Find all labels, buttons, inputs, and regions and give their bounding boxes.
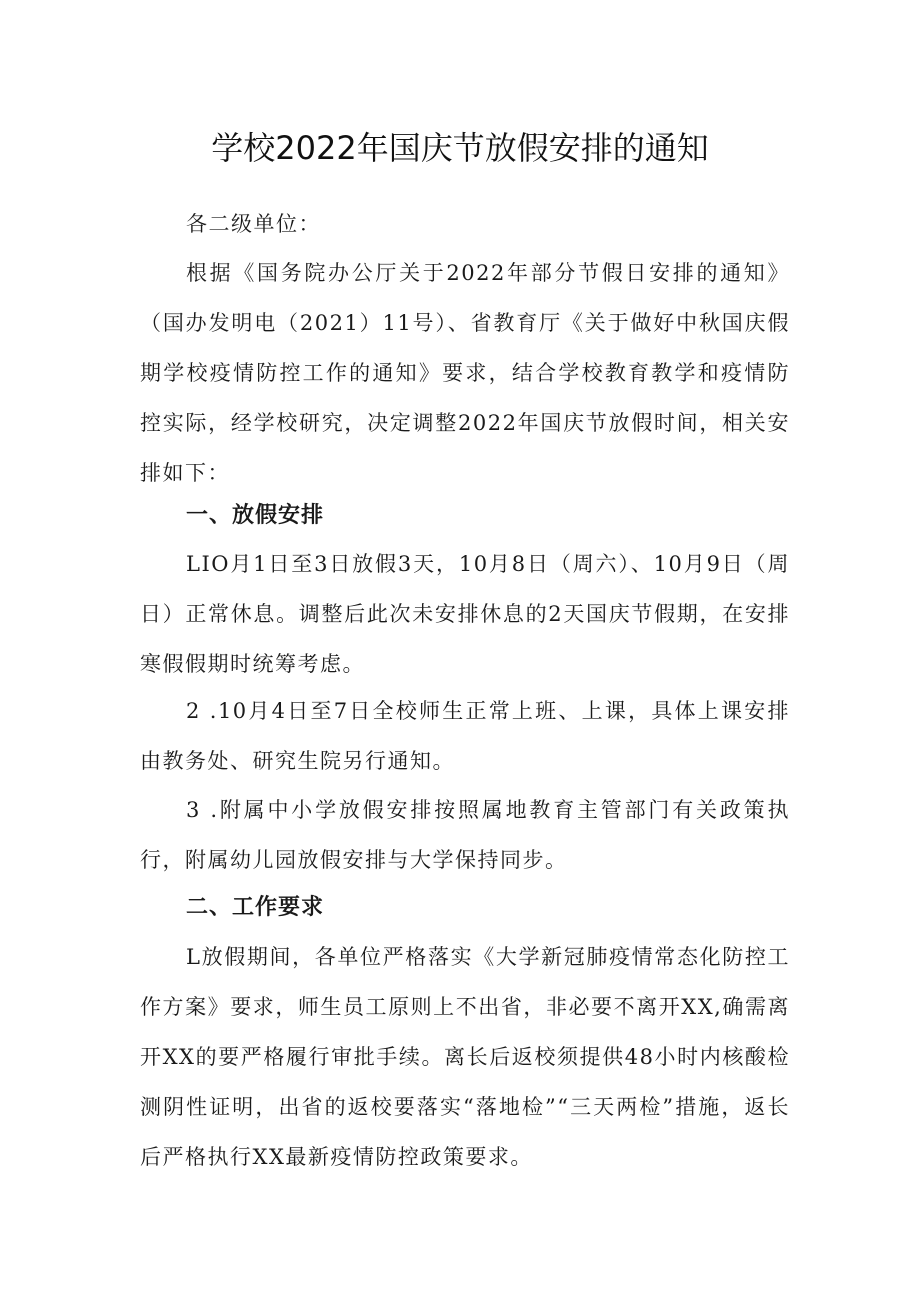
section-heading-requirements: 二、工作要求	[186, 895, 325, 920]
salutation: 各二级单位：	[186, 212, 321, 236]
section-heading-arrangement: 一、放假安排	[186, 503, 325, 528]
arrangement-item-3: 3 .附属中小学放假安排按照属地教育主管部门有关政策执行，附属幼儿园放假安排与大学保持同步。	[140, 798, 790, 872]
requirement-item-1: L放假期间，各单位严格落实《大学新冠肺疫情常态化防控工作方案》要求，师生员工原则上不出省，非必要不离开XX,确需离开XX的要严格履行审批手续。离长后返校须提供48小时内核酸检测阴性证明，出省的返校要落实“落地检”“三天两检”措施，返长后严格执行XX最新疫情防控政策要求。	[140, 945, 790, 1169]
arrangement-item-1: LIO月1日至3日放假3天，10月8日（周六）、10月9日（周日）正常休息。调整后此次未安排休息的2天国庆节假期，在安排寒假假期时统筹考虑。	[140, 552, 790, 676]
intro-paragraph: 根据《国务院办公厅关于2022年部分节假日安排的通知》（国办发明电（2021）11号）、省教育厅《关于做好中秋国庆假期学校疫情防控工作的通知》要求，结合学校教育教学和疫情防控实际，经学校研究，决定调整2022年国庆节放假时间，相关安排如下：	[140, 261, 790, 485]
document-title: 学校2022年国庆节放假安排的通知	[211, 129, 709, 167]
arrangement-item-2: 2 .10月4日至7日全校师生正常上班、上课，具体上课安排由教务处、研究生院另行通知。	[140, 699, 790, 773]
